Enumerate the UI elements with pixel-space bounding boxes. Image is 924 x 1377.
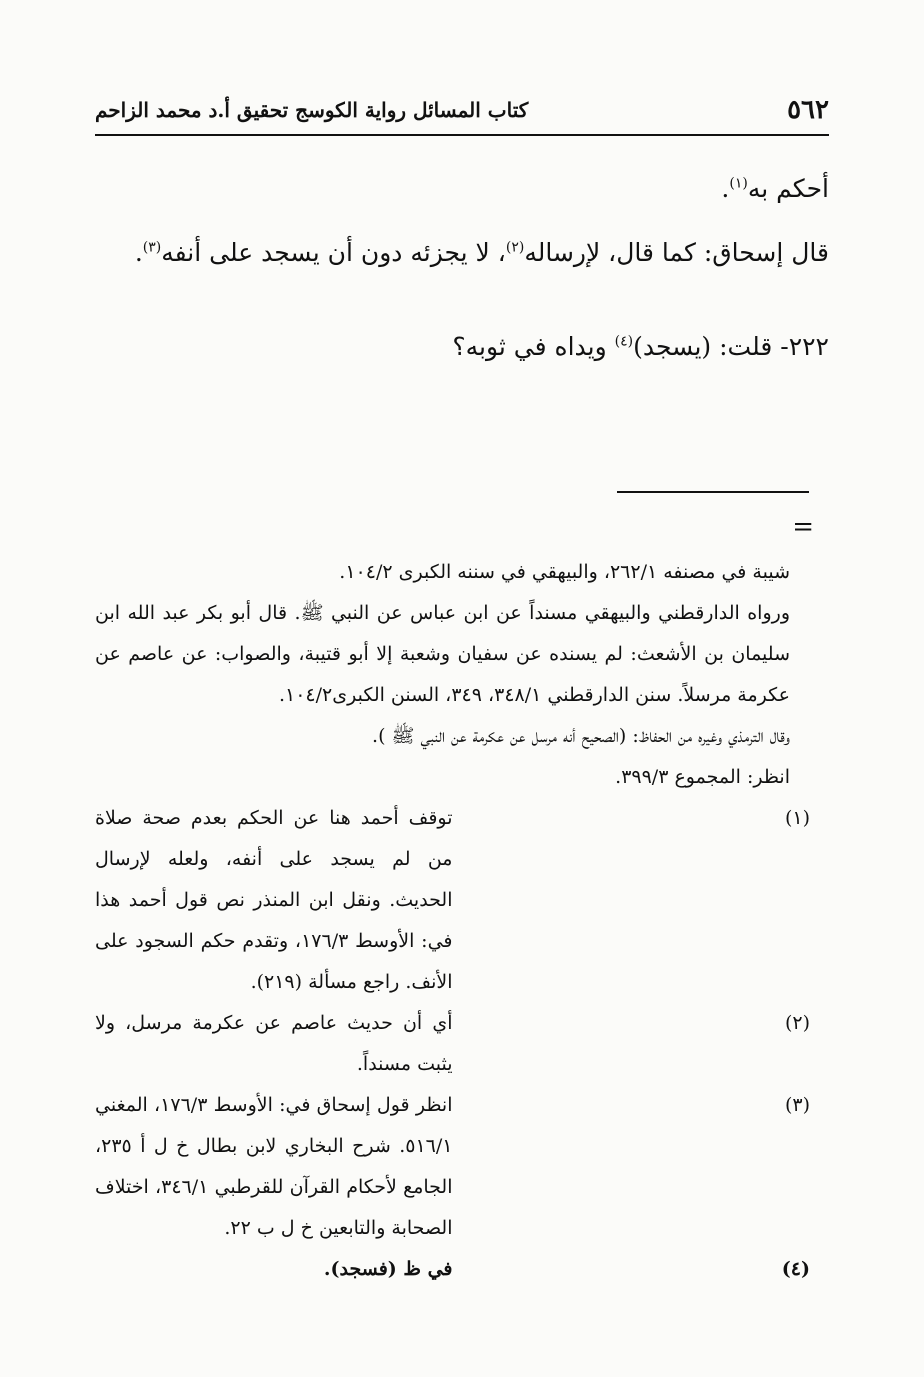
footnote-ref-3[interactable]: (٣) (142, 239, 162, 256)
running-title: كتاب المسائل رواية الكوسج تحقيق أ.د محمد الزاحم (95, 98, 529, 122)
continued-note-line: شيبة في مصنفه ٢٦٢/١، والبيهقي في سننه الكبرى ١٠٤/٢. (339, 561, 790, 583)
page-number: ٥٦٢ (787, 95, 829, 125)
footnote-number: (٣) (784, 1094, 810, 1116)
paragraph-ruling (95, 166, 829, 212)
main-text (95, 166, 829, 370)
footnote-number: (١) (784, 807, 810, 829)
footnote-text: في ظ (فسجد). (323, 1258, 453, 1280)
ishaq-text-b: ، لا يجزئه دون أن يسجد على أنفه (161, 238, 506, 267)
ruling-text: أحكم به (747, 174, 829, 203)
question-text-b: ويداه في ثوبه؟ (452, 332, 615, 361)
footnote-text: انظر قول إسحاق في: الأوسط ١٧٦/٣، المغني ٥١٦/١. شرح البخاري لابن بطال خ ل أ ٢٣٥، الجامع لأحكام القرآن للقرطبي ٣٤٦/١، اختلاف الصحابة والتابعين خ ل ب ٢٢. (95, 1094, 453, 1239)
ishaq-text-a: قال إسحاق: كما قال، لإرساله (524, 238, 829, 267)
footnote-3 (95, 1085, 810, 1249)
footnotes-section (95, 552, 810, 1290)
continued-note (95, 552, 810, 798)
footnote-separator (617, 491, 809, 493)
footnote-2 (95, 1003, 810, 1085)
footnote-number: (٢) (784, 1012, 810, 1034)
continued-note-line: انظر: المجموع ٣٩٩/٣. (615, 766, 790, 788)
continued-note-line: ورواه الدارقطني والبيهقي مسنداً عن ابن عباس عن النبي ﷺ. قال أبو بكر عبد الله ابن سليمان بن الأشعث: لم يسنده عن سفيان وشعبة إلا أبو قتيبة، والصواب: عن عاصم عن عكرمة مرسلاً. سنن الدارقطني ٣٤٨/١، ٣٤٩، السنن الكبرى١٠٤/٢. (95, 602, 790, 706)
question-222 (95, 324, 829, 370)
paragraph-ishaq (95, 230, 829, 276)
continuation-mark: = (792, 512, 814, 542)
footnote-text: توقف أحمد هنا عن الحكم بعدم صحة صلاة من لم يسجد على أنفه، ولعله لإرسال الحديث. ونقل ابن المنذر نص قول أحمد هذا في: الأوسط ١٧٦/٣، وتقدم حكم السجود على الأنف. راجع مسألة (٢١٩). (95, 807, 453, 993)
footnote-ref-2[interactable]: (٢) (505, 239, 525, 256)
footnote-number: (٤) (781, 1258, 810, 1280)
footnote-text: أي أن حديث عاصم عن عكرمة مرسل، ولا يثبت مسنداً. (95, 1012, 453, 1075)
ishaq-period: . (134, 238, 143, 267)
footnote-ref-4[interactable]: (٤) (614, 333, 634, 350)
ruling-period: . (721, 174, 730, 203)
footnote-4 (95, 1249, 810, 1290)
footnote-1 (95, 798, 810, 1003)
continued-note-line: وقال الترمذي وغيره من الحفاظ: (الصحيح أنه مرسل عن عكرمة عن النبي ﷺ ). (372, 725, 790, 747)
footnote-ref-1[interactable]: (١) (729, 175, 748, 192)
page-header (95, 92, 829, 136)
question-text-a: ٢٢٢- قلت: (يسجد) (633, 332, 829, 361)
